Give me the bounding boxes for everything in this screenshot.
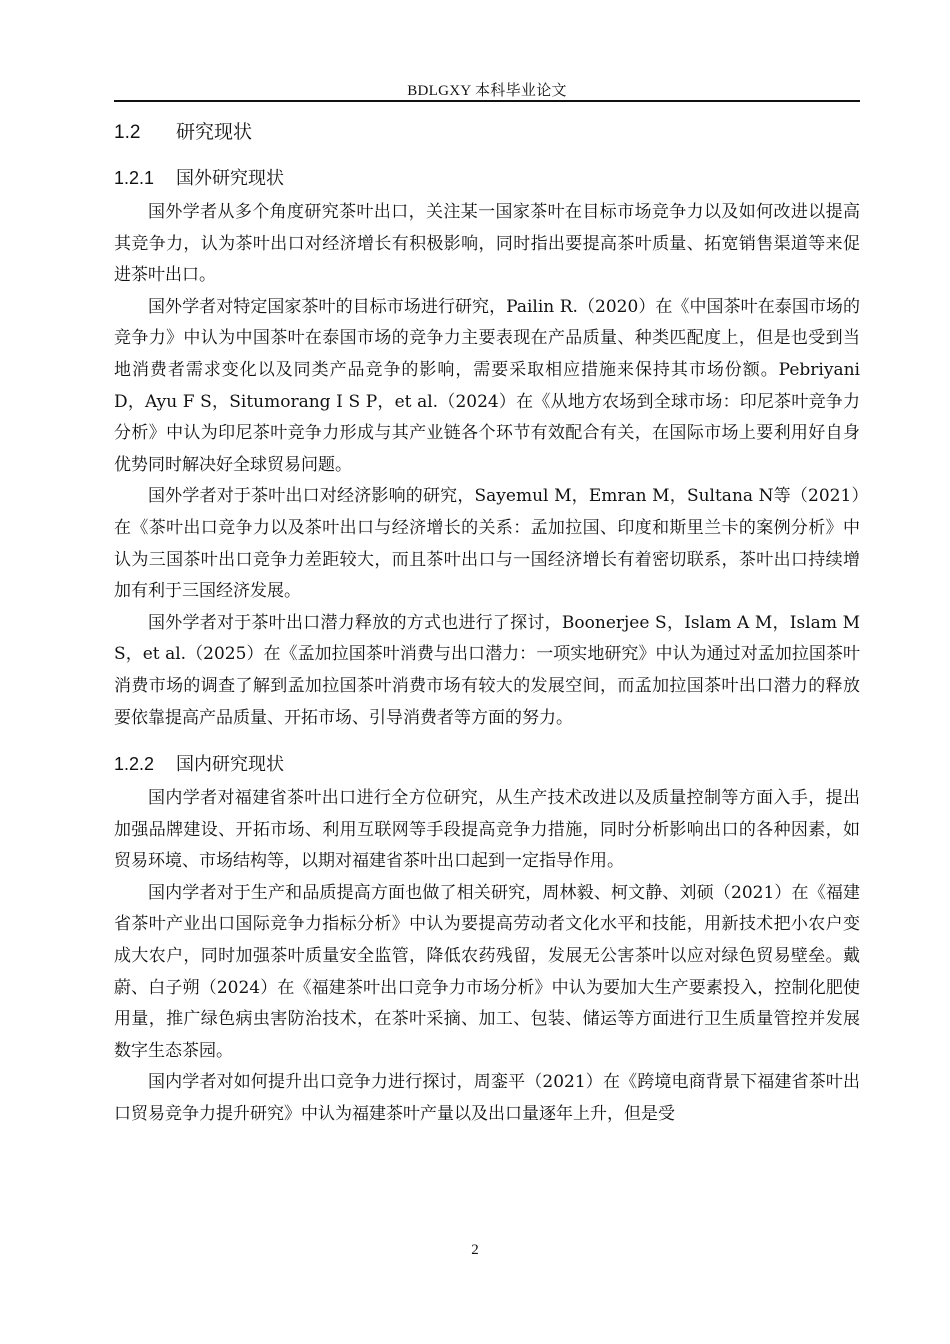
paragraph: 国外学者对特定国家茶叶的目标市场进行研究，Pailin R.（2020）在《中国茶叶在泰国市场的竞争力》中认为中国茶叶在泰国市场的竞争力主要表现在产品质量、种类匹配度上，但是也受到当地消费者需求变化以及同类产品竞争的影响，需要采取相应措施来保持其市场份额。Pebriyani D，Ayu F S，Situmorang I S P，et al.（2024）在《从地方农场到全球市场：印尼茶叶竞争力分析》中认为印尼茶叶竞争力形成与其产业链各个环节有效配合有关，在国际市场上要利用好自身优势同时解决好全球贸易问题。 [114, 296, 860, 475]
subsection-number: 1.2.2 [114, 754, 155, 775]
section-heading [114, 115, 860, 150]
subsection-number: 1.2.1 [114, 168, 155, 188]
paragraph: 国内学者对于生产和品质提高方面也做了相关研究，周林毅、柯文静、刘硕（2021）在《福建省茶叶产业出口国际竞争力指标分析》中认为要提高劳动者文化水平和技能，用新技术把小农户变成大农户，同时加强茶叶质量安全监管，降低农药残留，发展无公害茶叶以应对绿色贸易壁垒。戴蔚、白子朔（2024）在《福建茶叶出口竞争力市场分析》中认为要加大生产要素投入，控制化肥使用量，推广绿色病虫害防治技术，在茶叶采摘、加工、包装、储运等方面进行卫生质量管控并发展数字生态茶园。 [114, 882, 860, 1061]
subsection-heading-foreign [114, 162, 860, 195]
paragraph: 国外学者对于茶叶出口对经济影响的研究，Sayemul M，Emran M，Sultana N等（2021）在《茶叶出口竞争力以及茶叶出口与经济增长的关系：孟加拉国、印度和斯里兰卡的案例分析》中认为三国茶叶出口竞争力差距较大，而且茶叶出口与一国经济增长有着密切联系，茶叶出口持续增加有利于三国经济发展。 [114, 486, 860, 602]
subsection-heading-domestic [114, 748, 860, 781]
section-title: 研究现状 [176, 121, 253, 143]
header-rule [114, 100, 860, 102]
running-header: BDLGXY 本科毕业论文 [407, 83, 567, 99]
page-content [114, 115, 860, 1131]
subsection-title: 国内研究现状 [176, 754, 284, 776]
subsection-title: 国外研究现状 [176, 168, 284, 189]
paragraph: 国外学者从多个角度研究茶叶出口，关注某一国家茶叶在目标市场竞争力以及如何改进以提高其竞争力，认为茶叶出口对经济增长有积极影响，同时指出要提高茶叶质量、拓宽销售渠道等来促进茶叶出口。 [114, 202, 860, 286]
paragraph: 国内学者对福建省茶叶出口进行全方位研究，从生产技术改进以及质量控制等方面入手，提出加强品牌建设、开拓市场、利用互联网等手段提高竞争力措施，同时分析影响出口的各种因素，如贸易环境、市场结构等，以期对福建省茶叶出口起到一定指导作用。 [114, 788, 860, 872]
page-number: 2 [471, 1242, 479, 1258]
paragraph: 国外学者对于茶叶出口潜力释放的方式也进行了探讨，Boonerjee S，Islam A M，Islam M S，et al.（2025）在《孟加拉国茶叶消费与出口潜力：一项实地研究》中认为通过对孟加拉国茶叶消费市场的调查了解到孟加拉国茶叶消费市场有较大的发展空间，而孟加拉国茶叶出口潜力的释放要依靠提高产品质量、开拓市场、引导消费者等方面的努力。 [114, 612, 860, 728]
section-number: 1.2 [114, 122, 141, 143]
paragraph: 国内学者对如何提升出口竞争力进行探讨，周銮平（2021）在《跨境电商背景下福建省茶叶出口贸易竞争力提升研究》中认为福建茶叶产量以及出口量逐年上升，但是受 [114, 1072, 860, 1125]
